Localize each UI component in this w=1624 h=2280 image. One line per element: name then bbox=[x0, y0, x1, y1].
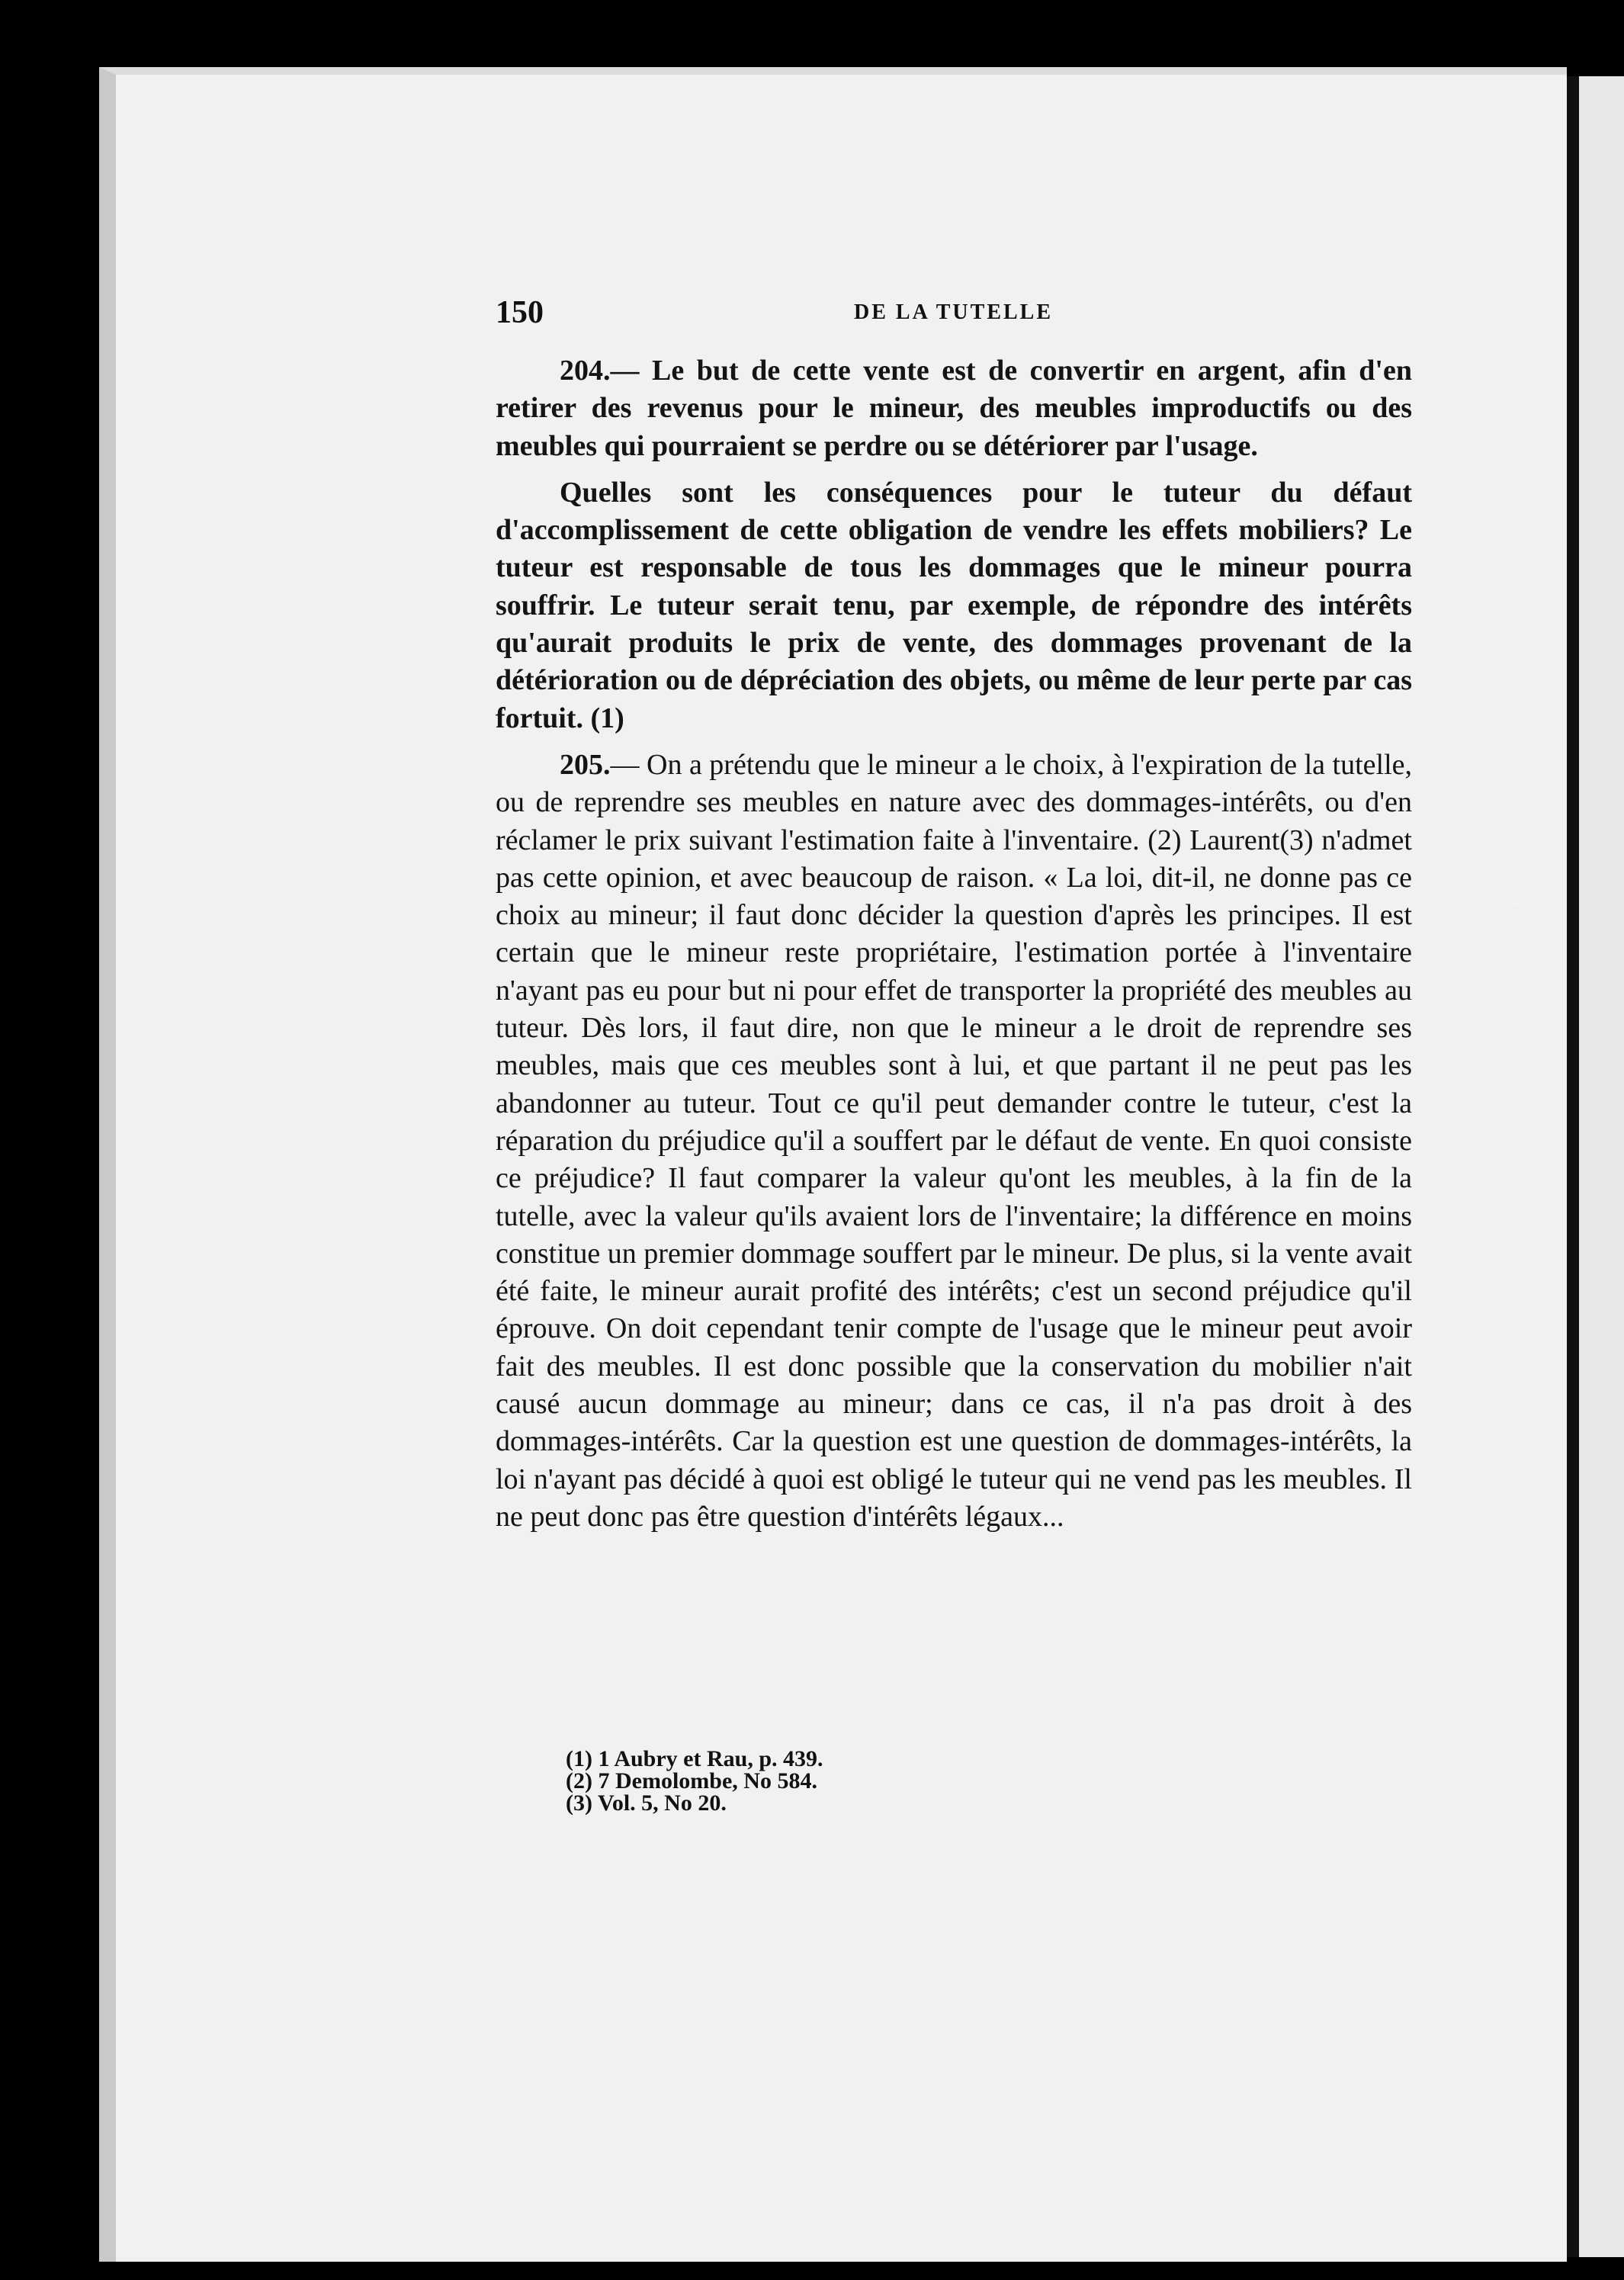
footnote-2: (2) 7 Demolombe, No 584. bbox=[566, 1768, 817, 1793]
page-header bbox=[496, 294, 1411, 340]
footnotes bbox=[566, 1748, 823, 1814]
running-head: DE LA TUTELLE bbox=[854, 300, 1054, 324]
body-text bbox=[496, 352, 1412, 1545]
paragraph-consequences bbox=[496, 474, 1412, 737]
page-gutter-shadow bbox=[1567, 76, 1579, 2257]
paragraph-number: 204. bbox=[560, 355, 611, 387]
paper-speck bbox=[1511, 902, 1522, 907]
paragraph-205 bbox=[496, 747, 1412, 1536]
page-number: 150 bbox=[496, 295, 544, 330]
paragraph-204 bbox=[496, 352, 1412, 465]
paragraph-text: — On a prétendu que le mineur a le choix, à l'expiration de la tutelle, ou de reprendre ses meubles en nature avec des dommages-intérêts, ou d'en réclamer le prix suivant l'estimation faite à l'inventaire. (2) Laurent(3) n'admet pas cette opinion, et avec beaucoup de raison. « La loi, dit-il, ne donne pas ce choix au mineur; il faut donc décider la question d'après les principes. Il est certain que le mineur reste propriétaire, l'estimation portée à l'inventaire n'ayant pas eu pour but ni pour effet de transporter la propriété des meubles au tuteur. Dès lors, il faut dire, non que le mineur a le droit de reprendre ses meubles, mais que ces meubles sont à lui, et que partant il ne peut pas les abandonner au tuteur. Tout ce qu'il peut demander contre le tuteur, c'est la réparation du préjudice qu'il a souffert par le défaut de vente. En quoi consiste ce préjudice? Il faut comparer la valeur qu'ont les meubles, à la fin de la tutelle, avec la valeur qu'ils avaient lors de l'inventaire; la différence en moins constitue un premier dommage souffert par le mineur. De plus, si la vente avait été faite, le mineur aurait profité des intérêts; c'est un second préjudice qu'il éprouve. On doit cependant tenir compte de l'usage que le mineur peut avoir fait des meubles. Il est donc possible que la conservation du mobilier n'ait causé aucun dommage au mineur; dans ce cas, il n'a pas droit à des dommages-intérêts. Car la question est une question de dommages-intérêts, la loi n'ayant pas décidé à quoi est obligé le tuteur qui ne vend pas les meubles. Il ne peut donc pas être question d'intérêts légaux... bbox=[496, 748, 1412, 1533]
paragraph-text: — Le but de cette vente est de convertir en argent, afin d'en retirer des revenus pour le mineur, des meubles improductifs ou des meubles qui pourraient se perdre ou se détériorer par l'usage. bbox=[496, 355, 1412, 462]
paragraph-text: Quelles sont les conséquences pour le tuteur du défaut d'accomplissement de cette obligation de vendre les effets mobiliers? Le tuteur est responsable de tous les dommages que le mineur pourra souffrir. Le tuteur serait tenu, par exemple, de répondre des intérêts qu'aurait produits le prix de vente, des dommages provenant de la détérioration ou de dépréciation des objets, ou même de leur perte par cas fortuit. (1) bbox=[496, 476, 1412, 734]
footnote-3: (3) Vol. 5, No 20. bbox=[566, 1790, 727, 1816]
footnote-1: (1) 1 Aubry et Rau, p. 439. bbox=[566, 1746, 823, 1771]
adjacent-page-edge bbox=[1579, 76, 1624, 2257]
paragraph-number: 205. bbox=[560, 748, 611, 781]
